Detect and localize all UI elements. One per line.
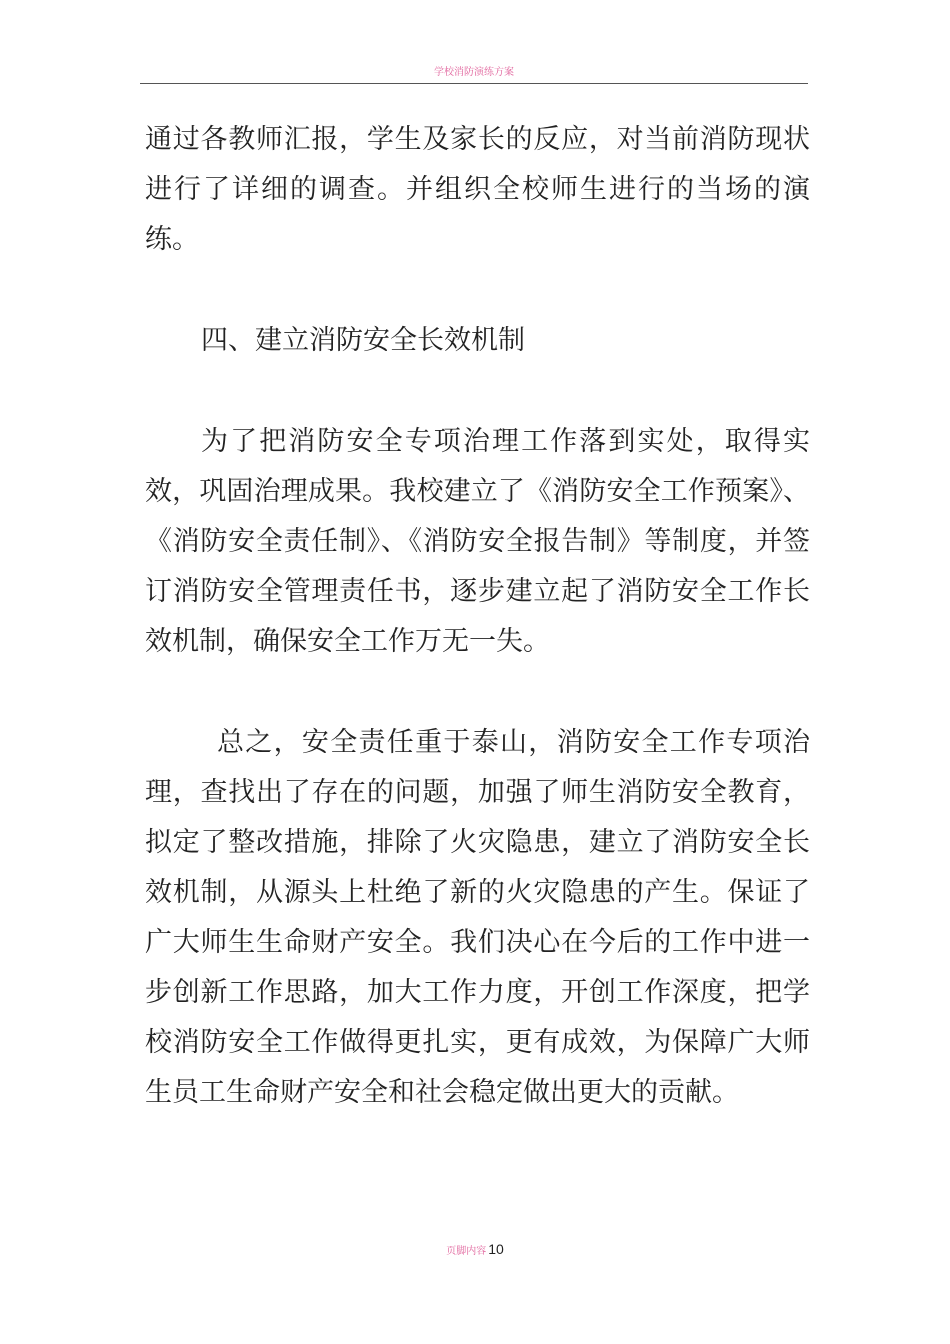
paragraph-conclusion: 总之，安全责任重于泰山，消防安全工作专项治理，查找出了存在的问题，加强了师生消防安全教育，拟定了整改措施，排除了火灾隐患，建立了消防安全长效机制，从源头上杜绝了新的火灾隐患的产生。保证了广大师生生命财产安全。我们决心在今后的工作中进一步创新工作思路，加大工作力度，开创工作深度，把学校消防安全工作做得更扎实，更有成效，为保障广大师生员工生命财产安全和社会稳定做出更大的贡献。 bbox=[145, 727, 810, 1108]
paragraph-mechanism: 为了把消防安全专项治理工作落到实处，取得实效，巩固治理成果。我校建立了《消防安全工作预案》、《消防安全责任制》、《消防安全报告制》等制度，并签订消防安全管理责任书，逐步建立起了消防安全工作长效机制，确保安全工作万无一失。 bbox=[145, 426, 810, 657]
page-number: 10 bbox=[488, 1241, 504, 1257]
page-header-title: 学校消防演练方案 bbox=[434, 67, 514, 78]
header-divider bbox=[140, 83, 808, 84]
section-heading: 四、建立消防安全长效机制 bbox=[201, 325, 525, 356]
document-body bbox=[145, 115, 810, 1118]
paragraph-survey: 通过各教师汇报，学生及家长的反应，对当前消防现状进行了详细的调查。并组织全校师生进行的当场的演练。 bbox=[145, 124, 810, 255]
footer-label: 页脚内容 bbox=[446, 1246, 487, 1257]
page-footer bbox=[0, 1240, 950, 1261]
